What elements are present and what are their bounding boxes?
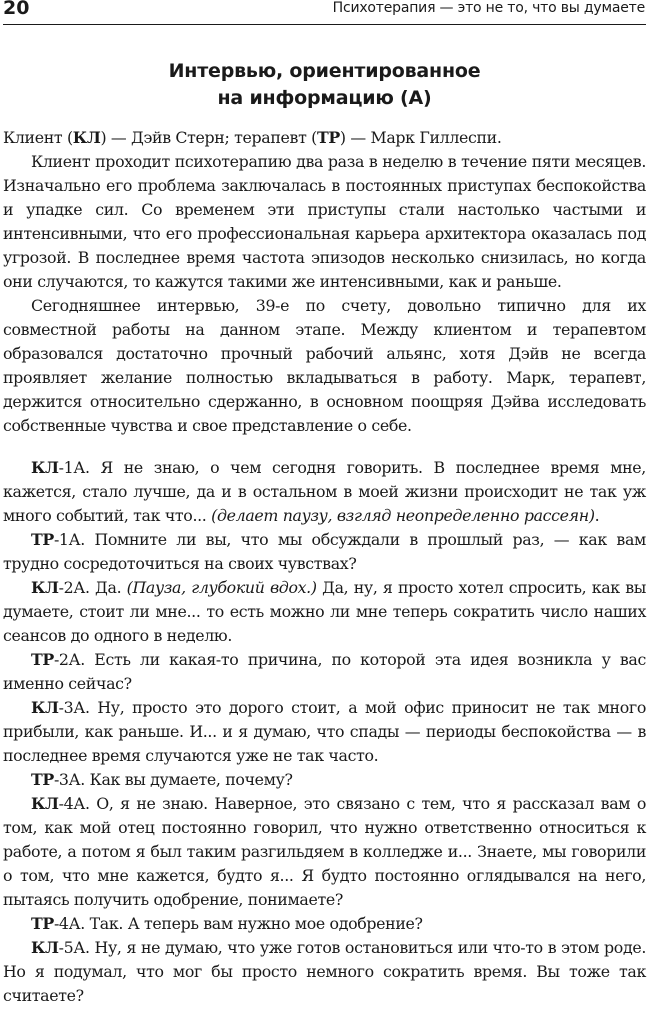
turn-code: -4А. — [58, 794, 97, 813]
turn-code: -2А. — [58, 578, 96, 597]
section-title-line-2: на информацию (А) — [217, 87, 432, 109]
turn-text: Ну, я не думаю, что уже готов остановиться или что-то в этом роде. Но я подумал, что мог бы просто немного сократить время. Вы тоже так считаете? — [3, 938, 647, 1005]
section-title — [3, 58, 646, 112]
body-text — [3, 126, 646, 1008]
turn-text: Так. А теперь вам нужно мое одобрение? — [89, 914, 423, 933]
dialogue-turn — [3, 648, 646, 696]
dialogue — [3, 456, 646, 1008]
dialogue-turn — [3, 528, 646, 576]
participants-text: Клиент ( — [3, 128, 73, 147]
speaker-label: ТР — [31, 914, 54, 933]
turn-text: О, я не знаю. Наверное, это связано с тем, что я рассказал вам о том, как мой отец постоянно говорил, что нужно ответственно относиться к работе, а потом я был таким разгильдяем в колледже и... Знаете, мы говорили о том, что мне кажется, будто я... Я будто постоянно оглядывался на него, пытаясь получить одобрение, понимаете? — [3, 794, 646, 909]
turn-text: Есть ли какая-то причина, по которой эта идея возникла у вас именно сейчас? — [3, 650, 646, 693]
turn-text: Да, ну, я просто хотел спросить, как вы думаете, стоит ли мне... то есть можно ли мне теперь сократить число наших сеансов до одного в неделю. — [3, 578, 646, 645]
speaker-label: ТР — [31, 770, 54, 789]
speaker-label: КЛ — [31, 938, 59, 957]
turn-code: -4А. — [53, 914, 90, 933]
dialogue-turn — [3, 792, 646, 912]
participants-text: ) — Марк Гиллеспи. — [339, 128, 502, 147]
dialogue-turn — [3, 696, 646, 768]
dialogue-turn — [3, 768, 646, 792]
speaker-label: КЛ — [31, 578, 59, 597]
intro-paragraph: Клиент проходит психотерапию два раза в неделю в течение пяти месяцев. Изначально его проблема заключалась в постоянных приступах беспокойства и упадке сил. Со временем эти приступы стали настолько частыми и интенсивными, что его профессиональная карьера архитектора оказалась под угрозой. В последнее время частота эпизодов несколько снизилась, но когда они случаются, то кажутся такими же интенсивными, как и раньше. — [3, 152, 646, 291]
turn-code: -1А. — [53, 530, 95, 549]
stage-direction: (делает паузу, взгляд неопределенно рассеян) — [211, 506, 595, 525]
turn-code: -3А. — [53, 770, 90, 789]
turn-code: -5А. — [58, 938, 95, 957]
stage-direction: (Пауза, глубокий вдох.) — [126, 578, 317, 597]
dialogue-turn — [3, 456, 646, 528]
speaker-label: КЛ — [31, 698, 59, 717]
turn-text: Как вы думаете, почему? — [89, 770, 293, 789]
participants-line — [3, 126, 646, 150]
section-title-line-1: Интервью, ориентированное — [168, 60, 481, 82]
turn-text: Я не знаю, о чем сегодня говорить. В последнее время мне, кажется, стало лучше, да и в остальном в моей жизни происходит не так уж много событий, так что... — [3, 458, 646, 525]
turn-text: Ну, просто это дорого стоит, а мой офис приносит не так много прибыли, как раньше. И... и я думаю, что спады — периоды беспокойства — в последнее время случаются уже не так часто. — [3, 698, 646, 765]
turn-text: . — [594, 506, 600, 525]
dialogue-turn — [3, 912, 646, 936]
turn-code: -1А. — [58, 458, 101, 477]
section-gap — [3, 438, 646, 456]
speaker-label: ТР — [31, 650, 54, 669]
turn-text: Да. — [95, 578, 127, 597]
speaker-label: КЛ — [31, 794, 59, 813]
dialogue-turn — [3, 576, 646, 648]
speaker-label: КЛ — [31, 458, 59, 477]
page-number: 20 — [3, 0, 30, 19]
participants-text: ) — Дэйв Стерн; терапевт ( — [100, 128, 317, 147]
intro-paragraph: Сегодняшнее интервью, 39-е по счету, довольно типично для их совместной работы на данном этапе. Между клиентом и терапевтом образовался достаточно прочный рабочий альянс, хотя Дэйв не всегда проявляет желание полностью вкладываться в работу. Марк, терапевт, держится относительно сдержанно, в основном поощряя Дэйва исследовать собственные чувства и свое представление о себе. — [3, 296, 646, 435]
turn-code: -2А. — [53, 650, 95, 669]
turn-text: Помните ли вы, что мы обсуждали в прошлый раз, — как вам трудно сосредоточиться на своих чувствах? — [3, 530, 646, 573]
client-abbr: КЛ — [72, 128, 101, 147]
dialogue-turn — [3, 936, 646, 1008]
speaker-label: ТР — [31, 530, 54, 549]
running-title: Психотерапия — это не то, что вы думаете — [332, 0, 645, 16]
turn-code: -3А. — [58, 698, 98, 717]
therapist-abbr: ТР — [316, 128, 340, 147]
running-header — [3, 0, 646, 25]
